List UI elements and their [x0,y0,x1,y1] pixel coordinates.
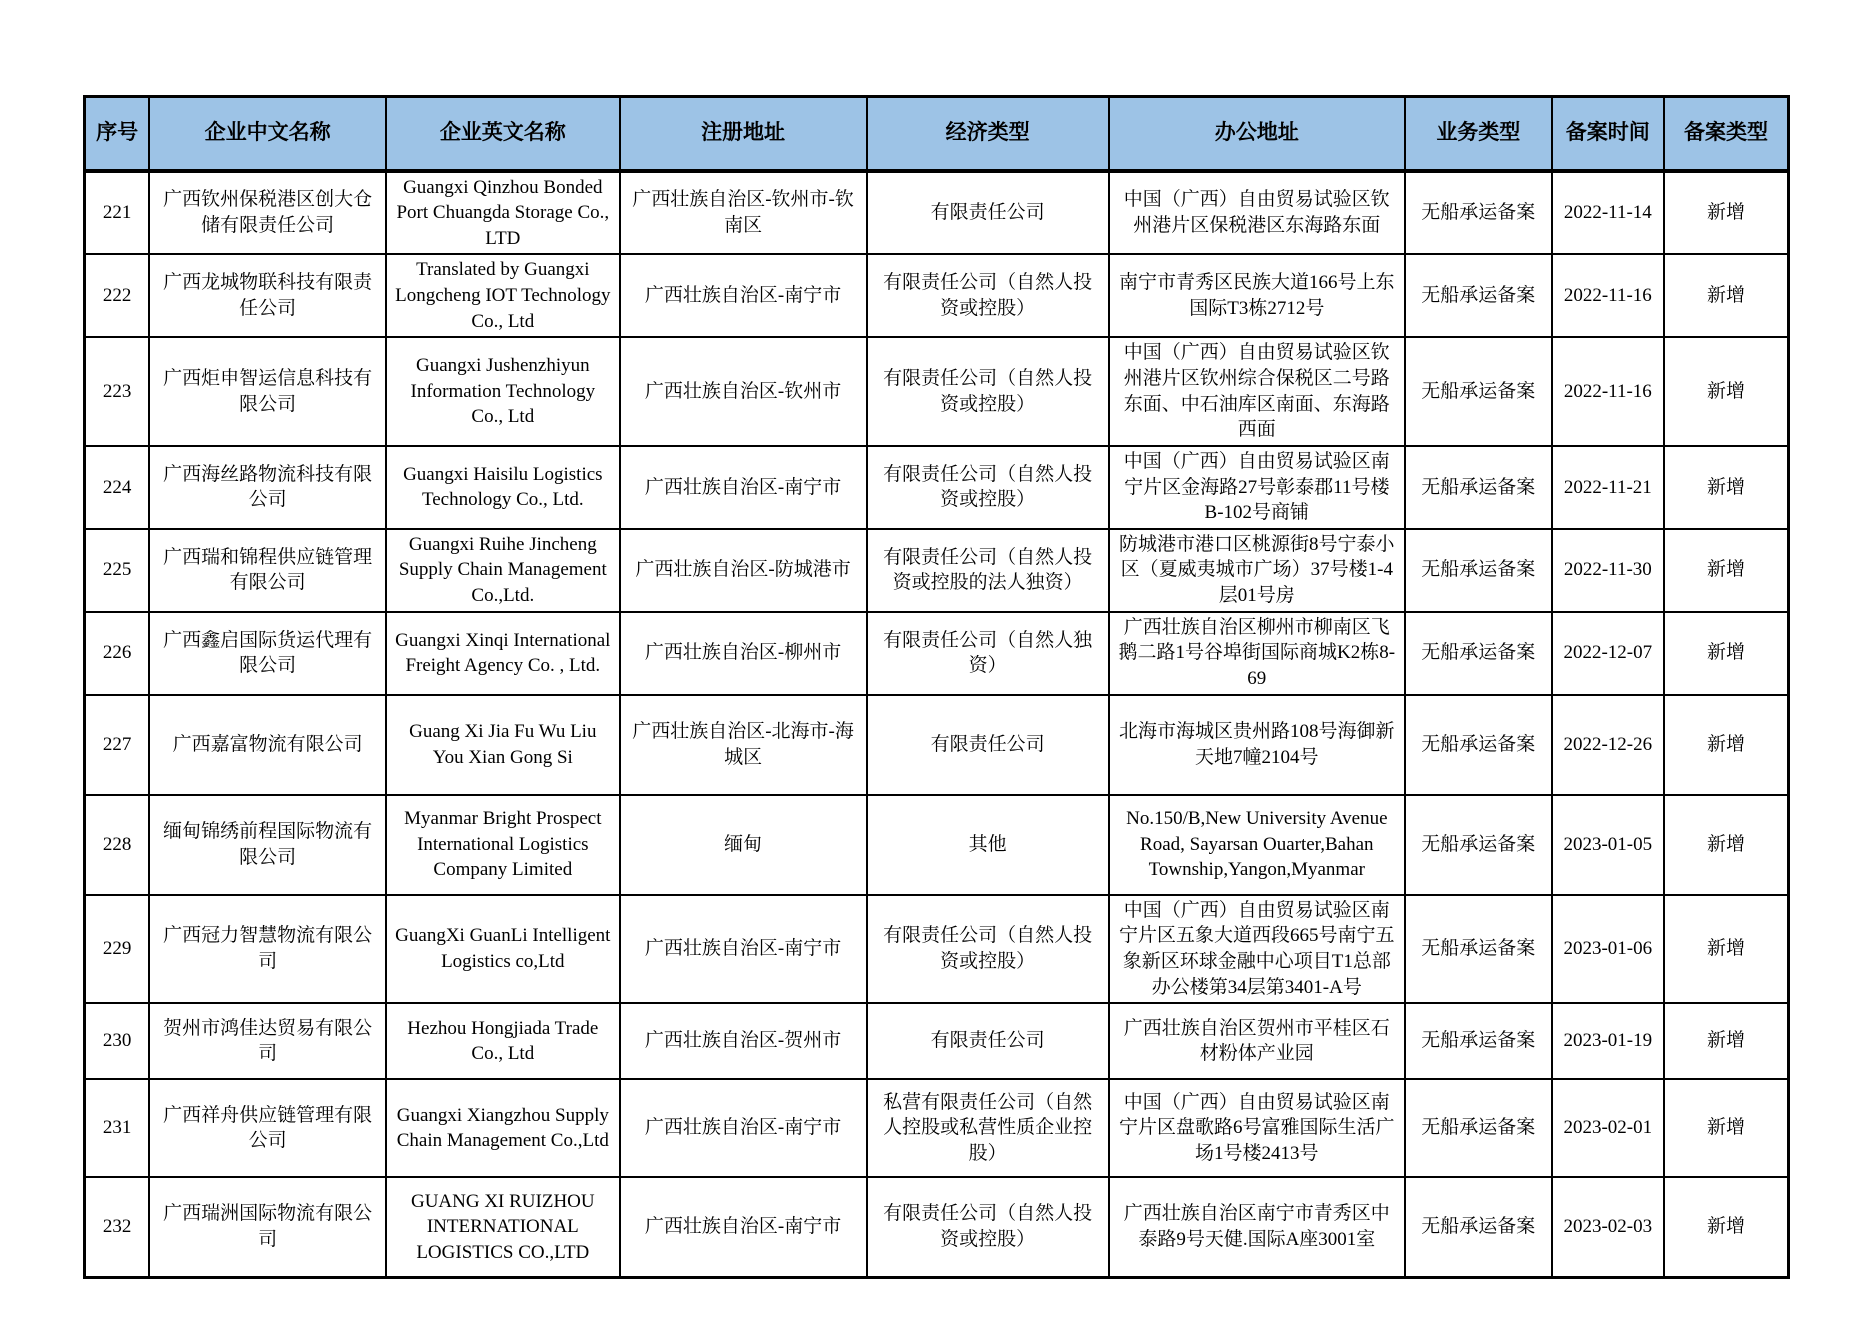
cell-serial-number: 221 [85,171,150,255]
cell-filing-date: 2023-01-19 [1552,1003,1664,1079]
cell-company-cn-name: 广西龙城物联科技有限责任公司 [149,254,386,337]
cell-registered-address: 广西壮族自治区-防城港市 [620,529,867,612]
cell-business-type: 无船承运备案 [1405,171,1552,255]
header-company-cn-name: 企业中文名称 [149,97,386,171]
cell-business-type: 无船承运备案 [1405,337,1552,446]
cell-economic-type: 有限责任公司（自然人独资） [867,612,1109,695]
cell-economic-type: 私营有限责任公司（自然人控股或私营性质企业控股） [867,1079,1109,1177]
header-serial-number: 序号 [85,97,150,171]
header-row [85,97,1789,171]
cell-filing-date: 2023-01-05 [1552,795,1664,895]
cell-economic-type: 有限责任公司（自然人投资或控股） [867,337,1109,446]
cell-serial-number: 224 [85,446,150,529]
cell-filing-date: 2022-12-07 [1552,612,1664,695]
cell-company-cn-name: 广西鑫启国际货运代理有限公司 [149,612,386,695]
cell-filing-date: 2023-02-03 [1552,1177,1664,1277]
company-filing-table [83,95,1790,1279]
cell-company-cn-name: 缅甸锦绣前程国际物流有限公司 [149,795,386,895]
cell-office-address: No.150/B,New University Avenue Road, Sayarsan Ouarter,Bahan Township,Yangon,Myanmar [1109,795,1405,895]
cell-filing-type: 新增 [1664,171,1788,255]
cell-filing-type: 新增 [1664,446,1788,529]
cell-company-en-name: Guangxi Jushenzhiyun Information Technology Co., Ltd [386,337,619,446]
cell-company-en-name: Guangxi Xinqi International Freight Agency Co. , Ltd. [386,612,619,695]
header-registered-address: 注册地址 [620,97,867,171]
cell-office-address: 中国（广西）自由贸易试验区南宁片区五象大道西段665号南宁五象新区环球金融中心项目T1总部办公楼第34层第3401-A号 [1109,895,1405,1004]
cell-company-en-name: Myanmar Bright Prospect International Logistics Company Limited [386,795,619,895]
cell-registered-address: 广西壮族自治区-柳州市 [620,612,867,695]
cell-serial-number: 223 [85,337,150,446]
cell-company-cn-name: 广西钦州保税港区创大仓储有限责任公司 [149,171,386,255]
cell-company-cn-name: 贺州市鸿佳达贸易有限公司 [149,1003,386,1079]
cell-office-address: 北海市海城区贵州路108号海御新天地7幢2104号 [1109,695,1405,795]
cell-company-cn-name: 广西瑞和锦程供应链管理有限公司 [149,529,386,612]
cell-filing-date: 2022-11-14 [1552,171,1664,255]
table-row [85,1003,1789,1079]
cell-economic-type: 其他 [867,795,1109,895]
cell-business-type: 无船承运备案 [1405,446,1552,529]
cell-office-address: 中国（广西）自由贸易试验区钦州港片区钦州综合保税区二号路东面、中石油库区南面、东海路西面 [1109,337,1405,446]
cell-company-cn-name: 广西炬申智运信息科技有限公司 [149,337,386,446]
cell-filing-date: 2022-12-26 [1552,695,1664,795]
cell-serial-number: 229 [85,895,150,1004]
cell-filing-date: 2022-11-16 [1552,254,1664,337]
table-row [85,795,1789,895]
cell-filing-type: 新增 [1664,254,1788,337]
cell-registered-address: 广西壮族自治区-贺州市 [620,1003,867,1079]
cell-economic-type: 有限责任公司（自然人投资或控股） [867,1177,1109,1277]
header-company-en-name: 企业英文名称 [386,97,619,171]
cell-filing-type: 新增 [1664,337,1788,446]
cell-serial-number: 222 [85,254,150,337]
cell-serial-number: 226 [85,612,150,695]
cell-economic-type: 有限责任公司（自然人投资或控股） [867,254,1109,337]
cell-company-cn-name: 广西海丝路物流科技有限公司 [149,446,386,529]
cell-company-en-name: Guangxi Xiangzhou Supply Chain Management Co.,Ltd [386,1079,619,1177]
cell-company-cn-name: 广西祥舟供应链管理有限公司 [149,1079,386,1177]
cell-filing-type: 新增 [1664,1003,1788,1079]
table-row [85,1079,1789,1177]
cell-business-type: 无船承运备案 [1405,612,1552,695]
cell-office-address: 广西壮族自治区柳州市柳南区飞鹅二路1号谷埠街国际商城K2栋8-69 [1109,612,1405,695]
cell-registered-address: 广西壮族自治区-钦州市-钦南区 [620,171,867,255]
cell-business-type: 无船承运备案 [1405,795,1552,895]
cell-company-cn-name: 广西瑞洲国际物流有限公司 [149,1177,386,1277]
header-filing-date: 备案时间 [1552,97,1664,171]
table-row [85,1177,1789,1277]
table-row [85,337,1789,446]
cell-filing-type: 新增 [1664,529,1788,612]
cell-office-address: 中国（广西）自由贸易试验区南宁片区盘歌路6号富雅国际生活广场1号楼2413号 [1109,1079,1405,1177]
cell-filing-type: 新增 [1664,1079,1788,1177]
cell-filing-type: 新增 [1664,895,1788,1004]
cell-economic-type: 有限责任公司 [867,171,1109,255]
cell-economic-type: 有限责任公司（自然人投资或控股） [867,895,1109,1004]
cell-company-en-name: GuangXi GuanLi Intelligent Logistics co,Ltd [386,895,619,1004]
table-row [85,171,1789,255]
cell-serial-number: 225 [85,529,150,612]
cell-filing-date: 2023-02-01 [1552,1079,1664,1177]
cell-business-type: 无船承运备案 [1405,529,1552,612]
cell-company-en-name: Guangxi Qinzhou Bonded Port Chuangda Storage Co., LTD [386,171,619,255]
cell-filing-type: 新增 [1664,695,1788,795]
cell-business-type: 无船承运备案 [1405,1177,1552,1277]
cell-filing-date: 2022-11-21 [1552,446,1664,529]
cell-company-cn-name: 广西冠力智慧物流有限公司 [149,895,386,1004]
cell-filing-type: 新增 [1664,612,1788,695]
table-row [85,612,1789,695]
cell-economic-type: 有限责任公司 [867,695,1109,795]
cell-serial-number: 232 [85,1177,150,1277]
cell-serial-number: 228 [85,795,150,895]
cell-office-address: 广西壮族自治区南宁市青秀区中泰路9号天健.国际A座3001室 [1109,1177,1405,1277]
cell-office-address: 中国（广西）自由贸易试验区南宁片区金海路27号彰泰郡11号楼B-102号商铺 [1109,446,1405,529]
cell-registered-address: 广西壮族自治区-南宁市 [620,1079,867,1177]
table-row [85,695,1789,795]
cell-company-en-name: Translated by Guangxi Longcheng IOT Technology Co., Ltd [386,254,619,337]
cell-registered-address: 广西壮族自治区-南宁市 [620,1177,867,1277]
cell-filing-date: 2023-01-06 [1552,895,1664,1004]
cell-registered-address: 缅甸 [620,795,867,895]
cell-serial-number: 227 [85,695,150,795]
header-business-type: 业务类型 [1405,97,1552,171]
cell-business-type: 无船承运备案 [1405,695,1552,795]
cell-company-cn-name: 广西嘉富物流有限公司 [149,695,386,795]
cell-filing-type: 新增 [1664,1177,1788,1277]
cell-office-address: 中国（广西）自由贸易试验区钦州港片区保税港区东海路东面 [1109,171,1405,255]
cell-business-type: 无船承运备案 [1405,895,1552,1004]
cell-serial-number: 231 [85,1079,150,1177]
header-economic-type: 经济类型 [867,97,1109,171]
cell-office-address: 南宁市青秀区民族大道166号上东国际T3栋2712号 [1109,254,1405,337]
cell-business-type: 无船承运备案 [1405,254,1552,337]
table-row [85,895,1789,1004]
table-row [85,446,1789,529]
header-office-address: 办公地址 [1109,97,1405,171]
cell-filing-date: 2022-11-16 [1552,337,1664,446]
cell-registered-address: 广西壮族自治区-北海市-海城区 [620,695,867,795]
cell-company-en-name: GUANG XI RUIZHOU INTERNATIONAL LOGISTICS CO.,LTD [386,1177,619,1277]
cell-company-en-name: Guang Xi Jia Fu Wu Liu You Xian Gong Si [386,695,619,795]
cell-registered-address: 广西壮族自治区-南宁市 [620,446,867,529]
cell-registered-address: 广西壮族自治区-南宁市 [620,895,867,1004]
cell-company-en-name: Hezhou Hongjiada Trade Co., Ltd [386,1003,619,1079]
cell-filing-type: 新增 [1664,795,1788,895]
cell-business-type: 无船承运备案 [1405,1079,1552,1177]
cell-office-address: 广西壮族自治区贺州市平桂区石材粉体产业园 [1109,1003,1405,1079]
cell-registered-address: 广西壮族自治区-南宁市 [620,254,867,337]
header-filing-type: 备案类型 [1664,97,1788,171]
table-row [85,529,1789,612]
cell-economic-type: 有限责任公司（自然人投资或控股） [867,446,1109,529]
cell-registered-address: 广西壮族自治区-钦州市 [620,337,867,446]
cell-company-en-name: Guangxi Haisilu Logistics Technology Co., Ltd. [386,446,619,529]
cell-company-en-name: Guangxi Ruihe Jincheng Supply Chain Management Co.,Ltd. [386,529,619,612]
cell-economic-type: 有限责任公司（自然人投资或控股的法人独资） [867,529,1109,612]
cell-business-type: 无船承运备案 [1405,1003,1552,1079]
cell-serial-number: 230 [85,1003,150,1079]
cell-office-address: 防城港市港口区桃源街8号宁泰小区（夏威夷城市广场）37号楼1-4层01号房 [1109,529,1405,612]
cell-filing-date: 2022-11-30 [1552,529,1664,612]
table-row [85,254,1789,337]
cell-economic-type: 有限责任公司 [867,1003,1109,1079]
